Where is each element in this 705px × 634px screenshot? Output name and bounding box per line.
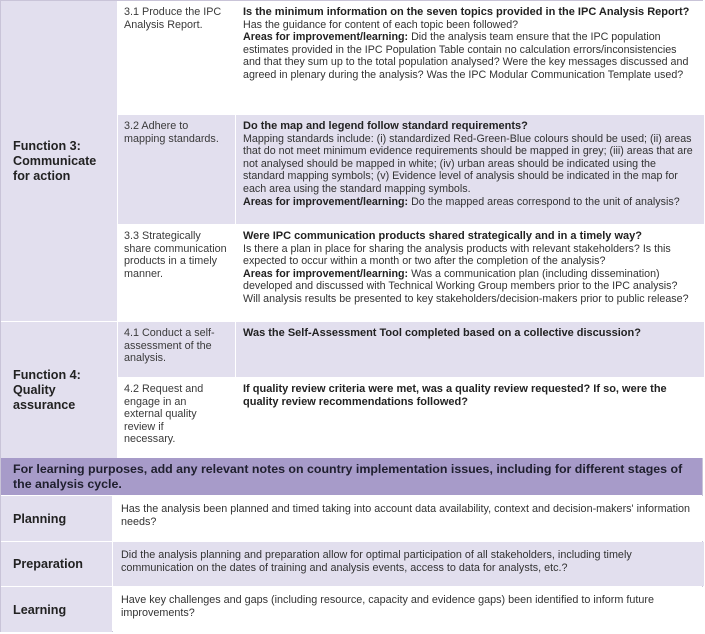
question-4-1: Was the Self-Assessment Tool completed based on a collective discussion? (243, 327, 641, 339)
stage-planning-label: Planning (1, 496, 112, 541)
function-4-label-text: Function 4: Quality assurance (13, 367, 81, 412)
content-3-1 (236, 1, 704, 114)
learning-banner: For learning purposes, add any relevant notes on country implementation issues, including for different stages of the analysis cycle. (1, 458, 702, 495)
afi-label-3-3: Areas for improvement/learning: (243, 267, 409, 280)
function-3-label (1, 1, 117, 321)
detail-3-1: Has the guidance for content of each topic been followed? (243, 18, 519, 31)
step-4-1-text: 4.1 Conduct a self-assessment of the analysis. (124, 327, 215, 365)
step-3-2-text: 3.2 Adhere to mapping standards. (124, 120, 219, 145)
stage-learning-label: Learning (1, 587, 112, 632)
question-3-3: Were IPC communication products shared strategically and in a timely way? (243, 230, 642, 242)
functions-table (1, 1, 704, 458)
function-3-label-text: Function 3: Communicate for action (13, 138, 97, 183)
afi-3-2 (243, 196, 696, 209)
detail-3-2: Mapping standards include: (i) standardized Red-Green-Blue colours should be used; (ii) areas that do not meet minimum evidence requirements should be mapped in grey; (iii) areas that are not analysed should be mapped in white; (iv) urban areas should be indicated using the standard mapping symbols; (v) Evidence level of analysis should be indicated in the map for each area using the standard mapping symbols. (243, 132, 693, 195)
stage-preparation-text: Did the analysis planning and preparation allow for optimal participation of all stakeholders, including timely communication on the dates of training and analysis events, access to data for analysts, etc.? (113, 542, 704, 586)
content-3-2 (236, 115, 704, 224)
afi-3-3 (243, 268, 696, 306)
step-4-1 (118, 322, 235, 377)
step-3-3-text: 3.3 Strategically share communication products in a timely manner. (124, 230, 227, 280)
stages-table (1, 496, 704, 632)
stage-learning-text: Have key challenges and gaps (including resource, capacity and evidence gaps) been identified to inform future improvements? (113, 587, 704, 632)
afi-text-3-2: Do the mapped areas correspond to the unit of analysis? (411, 195, 680, 208)
step-3-2 (118, 115, 235, 224)
afi-label-3-1: Areas for improvement/learning: (243, 31, 409, 44)
afi-text-3-1: Did the analysis team ensure that the IPC population estimates provided in the IPC Population Table contain no calculation errors/inconsistencies and that they sum up to the total population analysed? Were the key messages discussed and agreed in plenary during the analysis? Was the IPC Modular Communication Template used? (243, 31, 689, 81)
stage-planning-text: Has the analysis been planned and timed taking into account data availability, context and decision-makers' information needs? (113, 496, 704, 541)
afi-text-3-3: Was a communication plan (including dissemination) developed and discussed with Technical Working Group members prior to the IPC analysis? Will analysis results be presented to key stakeholders/decision-makers prior to public release? (243, 267, 689, 305)
function-4-label (1, 322, 117, 458)
afi-label-3-2: Areas for improvement/learning: (243, 195, 409, 208)
content-4-2 (236, 378, 704, 458)
step-4-2 (118, 378, 235, 458)
question-3-1: Is the minimum information on the seven topics provided in the IPC Analysis Report? (243, 6, 690, 18)
content-4-1 (236, 322, 704, 377)
question-3-2: Do the map and legend follow standard requirements? (243, 120, 528, 132)
question-4-2: If quality review criteria were met, was a quality review requested? If so, were the quality review recommendations followed? (243, 383, 667, 408)
detail-3-3: Is there a plan in place for sharing the analysis products with relevant stakeholders? Is this expected to occur within a month or two after the completion of the analysis? (243, 242, 671, 268)
afi-3-1 (243, 31, 696, 81)
step-3-1-text: 3.1 Produce the IPC Analysis Report. (124, 6, 222, 31)
step-3-3 (118, 225, 235, 321)
step-3-1 (118, 1, 235, 114)
step-4-2-text: 4.2 Request and engage in an external quality review if necessary. (124, 383, 204, 446)
stage-preparation-label: Preparation (1, 542, 112, 586)
content-3-3 (236, 225, 704, 321)
